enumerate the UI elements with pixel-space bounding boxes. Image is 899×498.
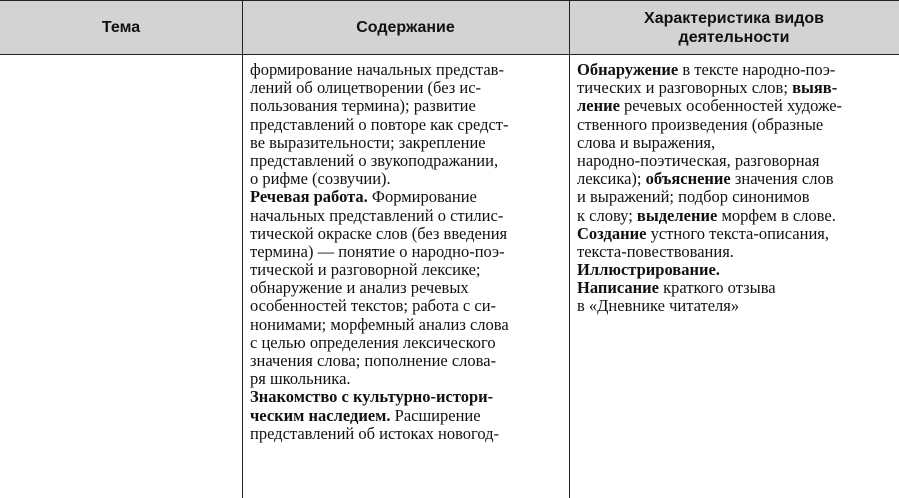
content-line [250,134,509,152]
activity-text: и выражений; подбор синонимов [577,187,810,207]
content-line [250,225,509,243]
content-line-text: нонимами; морфемный анализ слова [250,314,509,334]
content-line [250,116,509,134]
content-line [250,316,509,334]
activity-text: морфем в слове. [717,205,836,225]
content-line-text: начальных представлений о стилис- [250,205,504,225]
content-line-text: термина) — понятие о народно-поэ- [250,241,505,261]
activity-line [577,243,842,261]
activity-text: значения слов [730,169,834,189]
activity-text: краткого отзыва [659,278,776,298]
content-line-text: тической окраске слов (без введения [250,223,508,243]
activity-line [577,134,842,152]
content-line-text: о рифме (созвучии). [250,169,391,189]
content-line [250,297,509,315]
activity-line [577,97,842,115]
activity-keyword: Создание [577,223,647,243]
content-line-text: Формирование [367,187,477,207]
activity-line [577,79,842,97]
activity-text: текста-повествования. [577,241,734,261]
content-line-text: представлений о повторе как средст- [250,114,509,134]
content-line-text: обнаружение и анализ речевых [250,278,469,298]
content-line-text: представлений о звукоподражании, [250,150,499,170]
content-line [250,188,509,206]
activity-text: ственного произведения (образные [577,114,824,134]
activity-line [577,279,842,297]
activity-text: тических и разговорных слов; [577,78,793,98]
activity-keyword: объяснение [645,169,731,189]
content-line [250,97,509,115]
activity-line [577,207,842,225]
activity-line [577,152,842,170]
content-line-bold: ческим наследием. [250,405,391,425]
content-line [250,279,509,297]
column-divider-2 [569,1,570,498]
activity-keyword: Написание [577,278,659,298]
activity-keyword: выяв- [792,78,838,98]
activity-text: речевых особенностей художе- [619,96,843,116]
content-line-bold: Речевая работа. [250,187,368,207]
content-line [250,152,509,170]
activity-line [577,116,842,134]
content-cell [250,61,509,443]
activity-text: народно-поэтическая, разговорная [577,150,820,170]
content-line [250,352,509,370]
content-line [250,170,509,188]
activity-text: в «Дневнике читателя» [577,296,740,316]
column-divider-1 [242,1,243,498]
activity-line [577,188,842,206]
activity-text: в тексте народно-поэ- [678,60,836,79]
content-line-text: особенностей текстов; работа с си- [250,296,497,316]
activity-text: слова и выражения, [577,132,716,152]
header-content: Содержание [356,19,455,36]
activity-keyword: Обнаружение [577,60,679,79]
content-line-text: ря школьника. [250,369,351,389]
content-line-text: представлений об истоках новогод- [250,423,500,443]
content-line-text: тической и разговорной лексике; [250,260,481,280]
activity-line [577,225,842,243]
content-line-text: пользования термина); развитие [250,96,476,116]
content-line-text: с целью определения лексического [250,332,496,352]
activity-keyword: выделение [636,205,718,225]
content-line [250,425,509,443]
content-line [250,79,509,97]
content-line [250,334,509,352]
activity-text: лексика); [577,169,646,189]
activity-line [577,170,842,188]
activity-keyword: ление [577,96,620,116]
content-line [250,407,509,425]
content-line [250,261,509,279]
content-line-text: значения слова; пополнение слова- [250,351,497,370]
content-line-text: лений об олицетворении (без ис- [250,78,482,98]
activity-keyword: Иллюстрирование. [577,260,720,280]
content-line-text: формирование начальных представ- [250,60,504,79]
content-line [250,388,509,406]
content-line-text: Расширение [390,405,481,425]
activity-line [577,297,842,315]
activity-text: устного текста-описания, [646,223,829,243]
activity-line [577,261,842,279]
content-line-bold: Знакомство с культурно-истори- [250,387,494,407]
content-line [250,207,509,225]
activity-line [577,61,842,79]
content-line [250,243,509,261]
header-topic: Тема [101,19,141,36]
activity-text: к слову; [577,205,637,225]
content-line [250,370,509,388]
activities-cell [577,61,842,316]
content-line [250,61,509,79]
table-header [0,1,899,55]
header-activities: Характеристика видов деятельности [644,9,824,46]
content-line-text: ве выразительности; закрепление [250,132,486,152]
